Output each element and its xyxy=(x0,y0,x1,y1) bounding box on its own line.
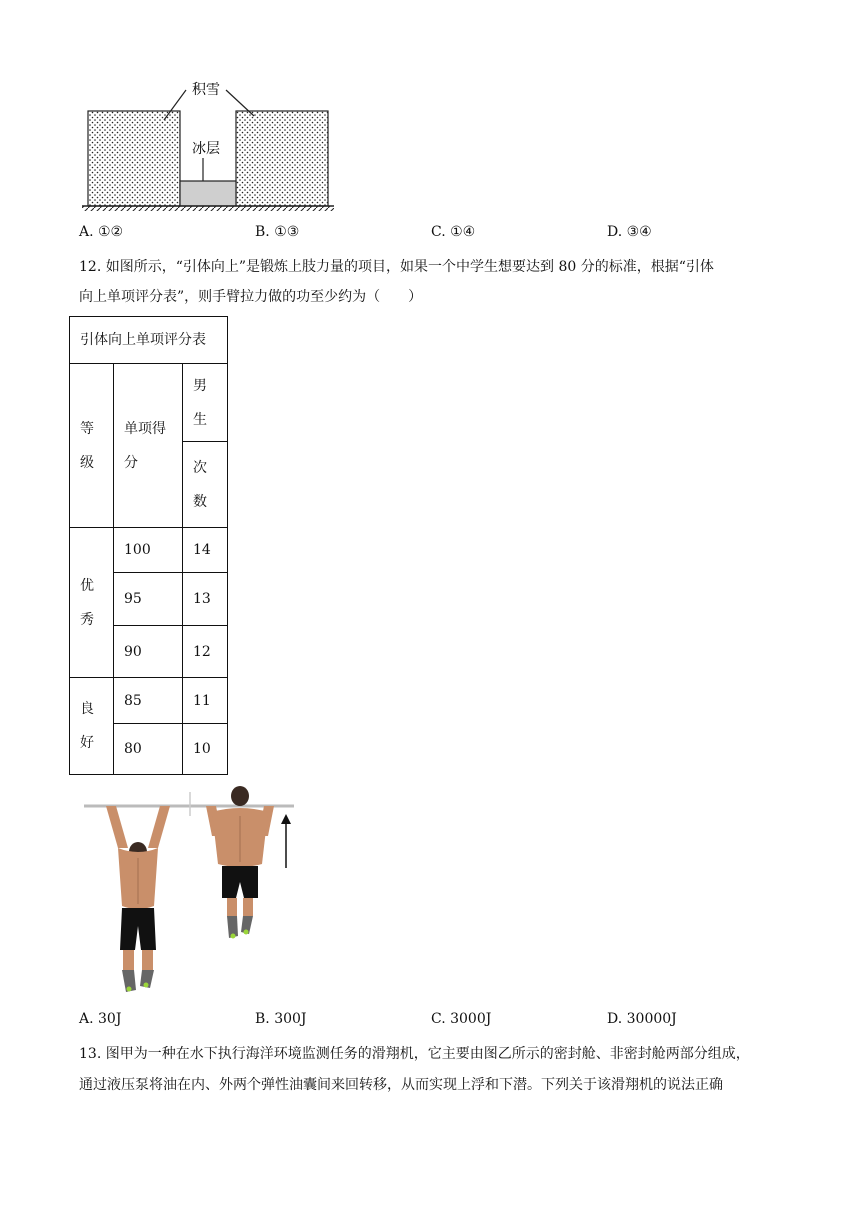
score-table xyxy=(69,316,228,775)
header-count: 次 数 xyxy=(183,442,228,528)
snow-ice-figure xyxy=(76,76,346,214)
header-male: 男 生 xyxy=(183,364,228,442)
grade-good: 良 好 xyxy=(70,678,114,775)
arrow-up-icon xyxy=(281,814,291,868)
q11-option-d: D. ③④ xyxy=(607,224,652,240)
header-score: 单项得 分 xyxy=(114,364,183,528)
q12-option-b: B. 300J xyxy=(255,1011,307,1027)
pull-up-illustration xyxy=(82,786,298,996)
figure-hanging xyxy=(106,806,170,992)
grade-excellent: 优 秀 xyxy=(70,528,114,678)
q12-text-line1: 12. 如图所示，“引体向上”是锻炼上肢力量的项目，如果一个中学生想要达到 80 分的标准，根据“引体 xyxy=(79,259,714,275)
q12-option-d: D. 30000J xyxy=(607,1011,677,1027)
table-title: 引体向上单项评分表 xyxy=(70,317,228,364)
table-row-score: 85 xyxy=(114,678,183,724)
q13-text-line1: 13. 图甲为一种在水下执行海洋环境监测任务的滑翔机，它主要由图乙所示的密封舱、非密封舱两部分组成， xyxy=(79,1046,750,1062)
table-row-count: 11 xyxy=(183,678,228,724)
q11-option-a: A. ①② xyxy=(79,224,124,240)
snow-label: 积雪 xyxy=(192,82,220,98)
snow-block-left xyxy=(88,111,180,206)
header-grade: 等 级 xyxy=(70,364,114,528)
q11-option-b: B. ①③ xyxy=(255,224,300,240)
ice-layer xyxy=(180,181,236,206)
table-row-count: 13 xyxy=(183,573,228,626)
table-row-score: 80 xyxy=(114,724,183,775)
q12-option-c: C. 3000J xyxy=(431,1011,492,1027)
table-row-count: 12 xyxy=(183,626,228,678)
figure-pulled-up xyxy=(206,786,274,939)
table-row-score: 100 xyxy=(114,528,183,573)
q11-option-c: C. ①④ xyxy=(431,224,476,240)
q12-option-a: A. 30J xyxy=(79,1011,122,1027)
ice-label: 冰层 xyxy=(192,141,220,157)
table-row-score: 90 xyxy=(114,626,183,678)
table-row-score: 95 xyxy=(114,573,183,626)
table-row-count: 10 xyxy=(183,724,228,775)
snow-block-right xyxy=(236,111,328,206)
table-row-count: 14 xyxy=(183,528,228,573)
q12-text-line2: 向上单项评分表”，则手臂拉力做的功至少约为（ ） xyxy=(79,289,423,305)
q13-text-line2: 通过液压泵将油在内、外两个弹性油囊间来回转移，从而实现上浮和下潜。下列关于该滑翔机的说法正确 xyxy=(79,1077,723,1093)
